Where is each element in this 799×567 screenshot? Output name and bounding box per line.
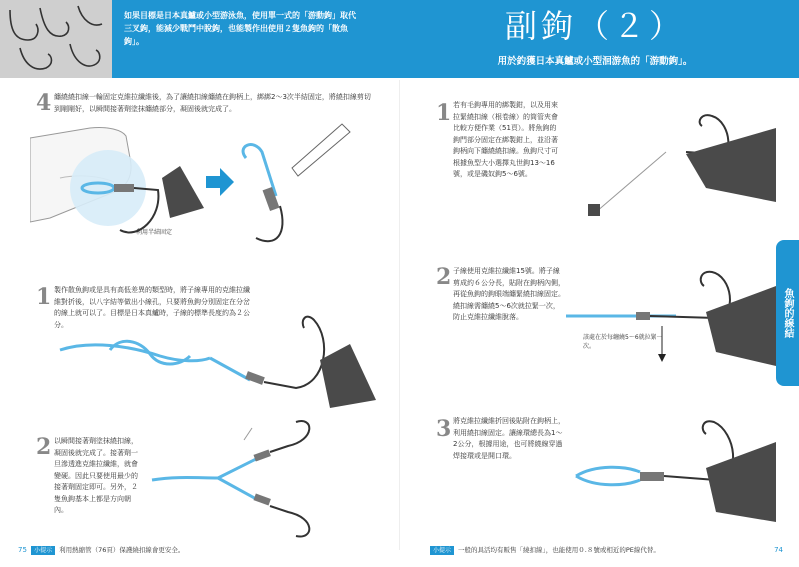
tip-badge: 小提示: [430, 546, 454, 555]
right-footer: [430, 545, 785, 555]
step-number: 1: [36, 284, 52, 310]
tip-text: 利用熱縮管（76頁）保護繞扣線會更安全。: [59, 546, 185, 554]
page-title: 副鉤（２）: [504, 7, 685, 45]
step-number: 2: [436, 264, 452, 290]
step-text: 將克維拉纖維折回後貼附在鉤柄上，利用繞扣線固定。讓線環總長為1〜2公分，根據用途，也可將繞線穿過焊接環或是開口環。: [453, 417, 565, 460]
right-step1-illustration: [566, 92, 776, 232]
step-number: 1: [436, 100, 452, 126]
tip-badge: 小提示: [31, 546, 55, 555]
step-number: 4: [36, 90, 52, 116]
tip-text: 一般的具活均有販售「繞扣線」，也能使用０.８號或相近的PE線代替。: [458, 546, 660, 554]
step-number: 3: [436, 416, 452, 442]
step-text: 子線使用克維拉纖維15號。將子線剪成約６公分長，貼附在鉤柄內側，再從魚鉤的鉤眼端纏緊繞扣線固定。繞扣線需纏繞5〜6次就拉緊一次，防止克維拉纖維脫落。: [453, 267, 565, 321]
right-step3-illustration: [566, 392, 776, 532]
intro-text: 如果目標是日本真鱸或小型游泳魚，使用單一式的「游動鉤」取代三叉鉤，能減少戰鬥中脫鉤，也能製作出使用２隻魚鉤的「散魚鉤」。: [124, 10, 356, 46]
page-number: 75: [18, 546, 27, 554]
step-number: 2: [36, 434, 52, 460]
page-subtitle: 用於釣獲日本真鱸或小型洄游魚的「游動鉤」。: [497, 56, 693, 67]
step4-caption: 利用半結固定: [136, 229, 173, 236]
page-gutter: [399, 80, 400, 550]
right-step2-illustration: [566, 256, 776, 376]
left-footer: [18, 545, 388, 555]
step-text: 以瞬間接著劑塗抹繞扣線，凝固後就完成了。接著劑一旦滲透進克維拉纖維，就會變硬。因此只要使用最少的接著劑固定即可。另外，２隻魚鉤基本上都是方向朝內。: [54, 437, 138, 514]
step4-illustration: [30, 118, 390, 248]
step-text: 製作散魚鉤或是具有高低差異的類型時，將子線專用的克維拉纖維對折後，以八字結等做出小線孔，只要將魚鉤分別固定在分岔的線上就可以了。目標是日本真鱸時，子線的標準長度約為２公分。: [54, 286, 250, 329]
step2-caption: 該處在於每纏繞5〜6就拉緊一次。: [583, 334, 663, 350]
hooks-photo: [0, 0, 112, 78]
step2-illustration: [148, 420, 328, 540]
page-number: 74: [774, 546, 783, 554]
step-text: 若有毛鉤專用的綁製鉗，以及用來拉緊繞扣線（根卷線）的筒管夾會比較方便作業（51頁）。將魚鉤的鉤門部分固定在綁製鉗上，並沿著鉤柄向下纏繞繞扣線。魚鉤尺寸可根據魚型大小選擇丸世鉤13〜16號，或是磯奴鉤5〜6號。: [453, 101, 558, 178]
chapter-tab[interactable]: 魚鉤的線結: [776, 240, 799, 386]
step-text: 纏繞繞扣線一輪固定克維拉纖維後，為了讓繞扣線纏繞在鉤柄上，綁綁2〜3次半結固定，將繞扣線剪切到剛剛好，以瞬間接著劑塗抹纏繞部分，凝固後就完成了。: [54, 93, 371, 113]
step1-illustration: [50, 300, 380, 410]
